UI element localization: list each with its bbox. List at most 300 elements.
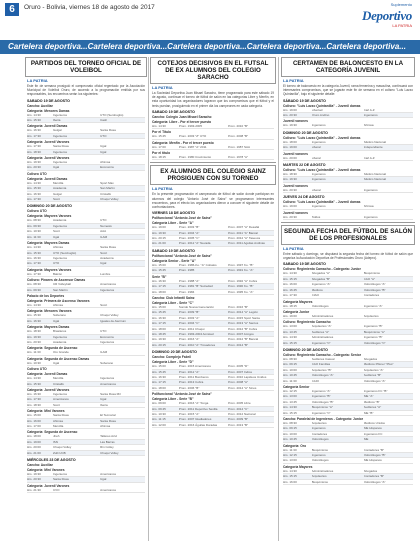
- match-row: [27, 235, 145, 240]
- away-team: Prom. 2005 Libre: [227, 401, 251, 406]
- home-team: Arquitectos: [311, 421, 327, 426]
- schedule-list: [25, 99, 147, 494]
- home-team: Prom. 2003 "B": [178, 225, 200, 230]
- category-heading: Cancha: Colegio Juan Misael Saracho: [152, 114, 212, 119]
- match-row: [283, 145, 413, 150]
- home-team: Odontólogos "A": [311, 373, 334, 378]
- match-row: [27, 403, 145, 408]
- match-row: [283, 113, 413, 118]
- match-time: Hrs. 09:15: [283, 362, 297, 367]
- home-team: Bioquímicos "A": [311, 405, 333, 410]
- match-time: Hrs. 11:15: [152, 417, 166, 422]
- match-time: Hrs. 14:30: [27, 376, 41, 381]
- category-heading: Categoría: Juvenil Damas: [27, 372, 68, 377]
- away-team: Ingenieros FC "B": [363, 388, 388, 393]
- home-team: Prom. 2011 Bomberos: [178, 374, 209, 379]
- category-heading: Categoría: Menores Varones: [27, 309, 72, 314]
- home-team: Scort: [52, 229, 60, 234]
- match-time: Hrs. 16:30: [27, 255, 41, 260]
- away-team: Prom. 2014 "B": [227, 342, 249, 347]
- match-row: [27, 319, 145, 324]
- home-team: Prom. 2010 "A" Trovadores: [178, 342, 216, 347]
- match-time: Hrs. 19:00: [283, 313, 297, 318]
- home-team: Scort: [52, 402, 60, 407]
- home-team: Ingenieros: [311, 453, 326, 458]
- category-heading: Coliseo: Regimiento Camacho - Categoría: Senior: [283, 352, 362, 357]
- away-team: Prom. 2013 "B": [227, 422, 249, 427]
- home-team: Santa Rosa: [52, 477, 69, 482]
- home-team: Prom. 1985: [178, 268, 195, 273]
- away-team: Médicos Unidos: [363, 421, 385, 426]
- match-time: Hrs. 14:30: [27, 245, 41, 250]
- away-team: Odontólogos "B": [363, 287, 386, 292]
- away-team: Prom. 2007 Amigos: [227, 331, 254, 336]
- away-team: Santa Rosa: [100, 128, 116, 133]
- match-row: [27, 165, 145, 170]
- away-team: Odontólogos "B": [363, 453, 386, 458]
- away-team: Prom. 2012 "B" Cobra: [227, 326, 258, 331]
- away-team: Ingenieros: [100, 287, 115, 292]
- day-heading: SÁBADO 19 DE AGOSTO: [283, 98, 326, 103]
- home-team: Ahimsa: [52, 302, 63, 307]
- match-row: [27, 424, 145, 429]
- match-time: Hrs. 09:15: [283, 426, 297, 431]
- match-time: Hrs. 16:30: [152, 315, 166, 320]
- away-team: Santa Rosa Mil: [100, 392, 121, 397]
- category-heading: Coliseo: Regimiento Camacho - Categoría: Junior: [283, 267, 361, 272]
- home-team: Americanos: [52, 397, 69, 402]
- supplement-logo: [332, 2, 412, 28]
- match-row: [27, 134, 145, 139]
- home-team: Auditores "A": [311, 329, 330, 334]
- away-team: Abogados: [363, 468, 378, 473]
- home-team: Oruro Andino: [311, 113, 330, 118]
- category-heading: Cancha: Complejo Fabril: [152, 355, 191, 360]
- match-time: Hrs. 21:00: [27, 450, 41, 455]
- match-time: Hrs. 09:30: [27, 223, 41, 228]
- home-team: CVO: [52, 487, 60, 492]
- home-team: Academia: [52, 218, 67, 223]
- match-row: [283, 156, 413, 161]
- category-heading: Categoría: Segunda de Ascenso: [27, 430, 78, 435]
- match-time: Hrs. 14:30: [27, 112, 41, 117]
- category-heading: Coliseo UTO: [27, 367, 47, 372]
- day-heading: SABADO 19 DE AGOSTO: [283, 262, 326, 267]
- day-heading: DOMINGO 20 DE AGOSTO: [283, 347, 328, 352]
- home-team: Prom. 1981 "B" Sociedad: [178, 284, 213, 289]
- brand-sub: LA PATRIA: [392, 23, 412, 28]
- match-time: Hrs. 20:30: [27, 339, 41, 344]
- away-team: Prom. 1991 Ko. "A": [227, 268, 254, 273]
- category-heading: Categoría: Juvenil Varones: [27, 483, 70, 488]
- match-time: Hrs. 17:15: [152, 321, 166, 326]
- away-team: Iberia: [100, 402, 108, 407]
- home-team: Ingenieros: [52, 392, 67, 397]
- match-row: [27, 303, 145, 308]
- home-team: Ingenieros: [311, 204, 326, 209]
- home-team: Ingenieros "A": [311, 388, 331, 393]
- away-team: Prom. 2015 Sport Santa: [227, 315, 260, 320]
- home-team: San Martín: [52, 287, 68, 292]
- away-team: Ingenieros: [100, 339, 115, 344]
- match-time: Hrs. 19:30: [27, 334, 41, 339]
- away-team: Prom. 2008 "B": [227, 134, 249, 139]
- match-time: Hrs. 17:00: [27, 424, 41, 429]
- home-team: Prom. 2004 "A": [178, 230, 200, 235]
- home-team: Ingenieros "C": [311, 340, 331, 345]
- away-team: Carl A-Z: [363, 155, 375, 160]
- home-team: CR Volleyball: [52, 282, 71, 287]
- home-team: Ugal: [52, 165, 60, 170]
- match-time: Hrs. 14:30: [283, 405, 297, 410]
- home-team: CAO Familias: [311, 362, 331, 367]
- match-row: [27, 272, 145, 277]
- away-team: Sport Max: [100, 180, 114, 185]
- match-time: Hrs. 20:30: [283, 187, 297, 192]
- match-row: [283, 188, 413, 193]
- match-time: Hrs. 16:45: [283, 287, 297, 292]
- match-time: Hrs. 10:00: [283, 367, 297, 372]
- article-title: PARTIDOS DEL TORNEO OFICIAL DE VOLEIBOL: [30, 60, 142, 74]
- home-team: Academia: [52, 186, 67, 191]
- away-team: UTO (Sembuglio): [100, 112, 124, 117]
- home-team: Prom. 1993-2004 Amistad: [178, 331, 214, 336]
- home-team: Prom. 2012 "A" Nevada: [178, 241, 211, 246]
- away-team: Arquitectos "A": [363, 367, 384, 372]
- article-intro: En la presente programación el campeonato de fútbol de salón donde participan ex alumnos del colegio "Antonio José de Sainz" se programaron interesantes encuentros, para el efecto los organizadores dieron a conocer el siguiente detalle de confrontaciones.: [152, 192, 274, 210]
- match-row: [283, 341, 413, 346]
- away-team: Auditores "B": [363, 373, 382, 378]
- match-time: Hrs. 11:30: [27, 234, 41, 239]
- away-team: ILAM: [100, 234, 108, 239]
- home-team: Prom. 2015 "A": [178, 412, 200, 416]
- home-team: Prom. 2015 Americanos: [178, 364, 211, 369]
- away-team: Ingenieros "A": [363, 303, 383, 308]
- match-time: Hrs. 10:00: [283, 431, 297, 436]
- day-heading: VIERNES 18 DE AGOSTO: [152, 211, 196, 216]
- away-team: UTO: [100, 218, 107, 223]
- home-team: Gulgar: [52, 128, 62, 133]
- home-team: Ugal: [52, 318, 60, 323]
- match-time: Hrs. 18:30: [27, 402, 41, 407]
- match-row: [283, 314, 413, 319]
- match-time: Hrs. 15:15: [283, 410, 297, 415]
- category-heading: Categoría: Juvenil Varones: [27, 140, 70, 145]
- home-team: Prom. 2007 Gladiadores: [178, 417, 212, 422]
- home-team: Mervilla: [52, 376, 64, 381]
- category-heading: Categoría: Mayores Varones: [27, 214, 72, 219]
- category-heading: Categoría: Menores Damas: [27, 108, 70, 113]
- match-time: Hrs. 19:30: [152, 230, 166, 235]
- home-team: Ingenieros: [311, 426, 326, 431]
- column-volleyball: [25, 57, 147, 541]
- category-heading: Categoría Libre - Serie "B": [152, 397, 194, 402]
- match-row: [283, 437, 413, 442]
- away-team: Contadores "B": [363, 474, 385, 479]
- category-heading: Juvenil varones: [283, 183, 308, 188]
- article-basketball: [281, 57, 415, 77]
- away-team: Santa Rosa: [100, 418, 116, 423]
- match-time: Hrs. 09:45: [152, 406, 166, 411]
- home-team: Contadores: [311, 431, 328, 436]
- away-team: Atlético Nacional: [363, 177, 386, 182]
- match-row: [283, 293, 413, 298]
- match-row: [283, 379, 413, 384]
- away-team: Contadores: [363, 293, 380, 298]
- category-heading: Juvenil varones: [283, 119, 308, 124]
- day-heading: MARTES 22 DE AGOSTO: [283, 163, 326, 168]
- away-team: Las Barras: [100, 439, 115, 444]
- match-time: Hrs. 20:00: [27, 445, 41, 450]
- day-heading: SABADO 19 DE AGOSTO: [27, 98, 70, 103]
- home-team: Ahimsa: [52, 418, 63, 423]
- away-team: Nemesis: [100, 223, 112, 228]
- home-team: Prom. 1993-2005: [178, 123, 203, 128]
- away-team: Ugal: [100, 149, 107, 154]
- match-time: Hrs. 08:30: [283, 356, 297, 361]
- away-team: Prom. 2009 "B": [227, 417, 249, 422]
- article-title: CERTAMEN DE BALONCESTO EN LA CATEGORÍA JUVENIL: [292, 60, 404, 74]
- match-time: Hrs. 15:30: [27, 381, 41, 386]
- match-time: Hrs. 17:15: [152, 284, 166, 289]
- away-team: Scort: [100, 250, 108, 255]
- category-heading: Categoría Senior: [283, 384, 310, 389]
- match-row: [152, 134, 274, 139]
- away-team: Ahimsa: [100, 160, 111, 165]
- away-team: Talleres Azul: [100, 434, 117, 439]
- match-time: Hrs. 16:00: [27, 418, 41, 423]
- home-team: Auditores Casual: [311, 356, 335, 361]
- match-time: Hrs. 17:00: [152, 144, 166, 149]
- match-row: [283, 204, 413, 209]
- category-heading: Categoría: Libre - Por el tercer puesto: [152, 119, 212, 124]
- article-sainz: [150, 165, 276, 185]
- home-team: Liberal: [311, 145, 321, 150]
- article-source: LA PATRIA: [152, 186, 173, 192]
- divider: [150, 162, 276, 163]
- away-team: Prom. 2014 "C": [227, 406, 249, 411]
- away-team: Soberano: [100, 360, 114, 365]
- article-intro: El torneo de baloncesto en la categoría Juvenil, rama femenina y masculina, continuará con interesantes compromisos, que se jugarán este fin de semana en el coliseo "Luis Lazzo Quintanilla", bajo el siguiente detalle:: [283, 84, 413, 97]
- away-team: Scort: [100, 302, 108, 307]
- match-time: Hrs. 18:45: [152, 331, 166, 336]
- day-heading: DOMINGO 20 DE AGOSTO: [283, 130, 328, 135]
- home-team: Ingenieros: [52, 334, 67, 339]
- article-title: COTEJOS DECISIVOS EN EL FUTSAL DE EX ALUMNOS DEL COLEGIO SARACHO: [157, 60, 269, 81]
- match-time: Hrs. 18:30: [27, 149, 41, 154]
- match-row: [152, 386, 274, 391]
- article-source: LA PATRIA: [27, 78, 48, 83]
- home-team: Arquitectos: [311, 474, 327, 479]
- match-time: Hrs. 13:00: [283, 324, 297, 329]
- home-team: Prom. 1987 "A" 2011: [178, 144, 207, 149]
- category-heading: Categoría: Mini Varones: [27, 409, 65, 414]
- category-heading: Por el título: [152, 151, 171, 156]
- match-row: [152, 155, 274, 160]
- match-row: [27, 382, 145, 387]
- match-time: Hrs. 18:00: [152, 289, 166, 294]
- away-team: Ugal: [100, 261, 107, 266]
- home-team: Prom. 2006 "B": [178, 385, 200, 390]
- away-team: Chuqui Volley: [100, 197, 119, 202]
- match-time: Hrs. 15:00: [152, 304, 166, 309]
- home-team: Bioquímicos: [311, 447, 328, 452]
- category-heading: Coliseo: "Luis Lazzo Quintanilla" - Juvenil damas: [283, 135, 361, 140]
- home-team: Sonido Nueva Generación: [178, 304, 215, 309]
- match-time: Hrs. 15:45: [152, 310, 166, 315]
- home-team: Ingenieros: [52, 149, 67, 154]
- match-time: Hrs. 16:00: [283, 479, 297, 484]
- away-team: Prom. 2010 Lapideos Unidos: [227, 374, 267, 379]
- match-time: Hrs. 14:30: [283, 335, 297, 340]
- match-row: [27, 261, 145, 266]
- match-time: Hrs. 15:00: [152, 262, 166, 267]
- home-team: Scort: [52, 197, 60, 202]
- home-team: Prom. 2009 "B": [178, 310, 200, 315]
- match-row: [152, 423, 274, 428]
- home-team: Ingenieros: [311, 172, 326, 177]
- match-time: Hrs. 16:30: [27, 318, 41, 323]
- home-team: Toldos: [311, 214, 321, 219]
- home-team: Médicos: [311, 287, 323, 292]
- away-team: Prom. 1995 Ko. "A": [227, 289, 254, 294]
- away-team: Bioquímicos "A": [363, 329, 385, 334]
- away-team: Prom. 2012 "A" Taseuca: [227, 236, 261, 241]
- match-time: Hrs. 20:15: [152, 342, 166, 347]
- match-time: Hrs. 20:30: [27, 477, 41, 482]
- match-time: Hrs. 08:30: [283, 421, 297, 426]
- brand-name: Deportivo: [361, 8, 412, 23]
- away-team: Odontólogos "A": [363, 378, 386, 383]
- home-team: Administradores: [311, 468, 334, 473]
- home-team: Prom. 2004 "C": [178, 321, 200, 326]
- match-time: Hrs. 18:00: [27, 434, 41, 439]
- article-title: EX ALUMNOS DEL COLEGIO SAINZ PROSIGUEN CON SU TORNEO: [160, 168, 266, 183]
- away-team: Odontólogos "A": [363, 282, 386, 287]
- home-team: Mervilla: [52, 180, 64, 185]
- home-team: Ingenieros "A": [311, 282, 331, 287]
- away-team: ILAM: [100, 350, 108, 355]
- match-time: Hrs. 17:30: [27, 271, 41, 276]
- category-heading: Coliseo: Regimiento Camacho: [283, 320, 331, 325]
- home-team: Soberano: [52, 313, 66, 318]
- match-row: [27, 118, 145, 123]
- match-row: [27, 451, 145, 456]
- match-time: Hrs. 18:15: [283, 303, 297, 308]
- away-team: Prom. 2007 Indios: [227, 369, 252, 374]
- match-time: Hrs. 18:30: [283, 172, 297, 177]
- category-heading: Categoría Senior - Serie "A": [152, 258, 196, 263]
- category-heading: Serie "B": [152, 274, 167, 279]
- match-time: Hrs. 13:00: [283, 394, 297, 399]
- home-team: Prom. 2005 "C": [178, 236, 200, 241]
- away-team: UTO: [100, 329, 107, 334]
- category-heading: Categoría Libre - Serie "C": [152, 300, 194, 305]
- away-team: Médicos Pilsner "Plus": [363, 362, 394, 367]
- away-team: Ugal: [100, 397, 107, 402]
- match-row: [27, 361, 145, 366]
- match-time: Hrs. 14:30: [152, 123, 166, 128]
- home-team: Prom. 1988 "A": [178, 278, 200, 283]
- away-team: Atlético Nacional: [363, 172, 386, 177]
- category-heading: Juvenil varones: [283, 210, 308, 215]
- home-team: Ugal: [52, 234, 60, 239]
- away-team: Santa Rosa: [100, 245, 116, 250]
- schedule-list: [281, 262, 415, 485]
- category-heading: Categoría: Mini Varones: [27, 468, 65, 473]
- home-team: Ahimsa: [52, 245, 63, 250]
- home-team: Prom. 2011 Chuqui: [178, 326, 205, 331]
- away-team: Prom. 2014 "A" Sinos: [227, 385, 257, 390]
- category-heading: Palacio de los Deportes: [27, 293, 65, 298]
- match-time: Hrs. 15:30: [27, 250, 41, 255]
- match-time: Hrs. 19:00: [283, 204, 297, 209]
- match-time: Hrs. 16:30: [27, 392, 41, 397]
- category-heading: Categoría Libre - Serie "D": [152, 360, 194, 365]
- match-time: Hrs. 17:30: [27, 397, 41, 402]
- home-team: Mervilla: [52, 424, 64, 429]
- away-team: Prom. 2016 "B": [227, 304, 249, 309]
- category-heading: Categoría: Menfin - Por el tercer puesto: [152, 140, 214, 145]
- match-time: Hrs. 17:30: [27, 133, 41, 138]
- home-team: Prom. 2012 "A": [178, 369, 200, 374]
- article-volleyball: [25, 57, 147, 77]
- match-time: Hrs. 10:30: [27, 360, 41, 365]
- away-team: Lumbre: [100, 271, 111, 276]
- match-time: Hrs. 17:30: [27, 197, 41, 202]
- match-time: Hrs. 12:15: [283, 388, 297, 393]
- away-team: Prom. 2013 "A" Sarcos: [227, 321, 259, 326]
- home-team: Prom. 2016 "A": [178, 337, 200, 342]
- match-time: Hrs. 08:30: [27, 218, 41, 223]
- match-time: Hrs. 15:45: [152, 268, 166, 273]
- day-heading: SABADO 19 DE AGOSTO: [152, 109, 195, 114]
- home-team: Arquitectos "A": [311, 324, 332, 329]
- away-team: Chuqui Volley: [100, 313, 119, 318]
- home-team: Ingenieros "B": [311, 394, 331, 399]
- match-time: Hrs. 19:00: [152, 225, 166, 230]
- category-heading: Polifuncional "Antonio José de Sainz": [152, 216, 212, 221]
- away-team: Ugal: [100, 477, 107, 482]
- column-divider: [278, 57, 279, 541]
- match-time: Hrs. 12:15: [283, 453, 297, 458]
- match-row: [27, 488, 145, 493]
- category-heading: Coliseo: "Luis Lazzo Quintanilla" - Juvenil damas: [283, 168, 361, 173]
- match-time: Hrs. 13:00: [283, 458, 297, 463]
- home-team: Chuqui Volley: [52, 445, 72, 450]
- match-time: Hrs. 13:45: [283, 329, 297, 334]
- match-row: [27, 288, 145, 293]
- away-team: Arquitectos: [363, 313, 379, 318]
- away-team: Ingenieros: [363, 187, 378, 192]
- match-time: Hrs. 20:00: [283, 155, 297, 160]
- match-time: Hrs. 16:30: [152, 374, 166, 379]
- home-team: Jireh: [52, 434, 60, 439]
- away-team: Ahimsa: [363, 204, 374, 209]
- away-team: Ingenieros "B": [363, 324, 383, 329]
- match-time: Hrs. 14:30: [283, 271, 297, 276]
- home-team: Odontólogos: [311, 458, 329, 463]
- article-futsal-saracho: [150, 57, 276, 84]
- home-team: Liberal: [311, 187, 321, 192]
- match-row: [152, 268, 274, 273]
- away-team: Bioquímicos: [363, 271, 380, 276]
- page-number: 6: [5, 3, 19, 16]
- match-row: [283, 411, 413, 416]
- match-time: Hrs. 17:30: [283, 293, 297, 298]
- match-row: [27, 350, 145, 355]
- category-heading: Categoría: Mayores Damas: [27, 325, 70, 330]
